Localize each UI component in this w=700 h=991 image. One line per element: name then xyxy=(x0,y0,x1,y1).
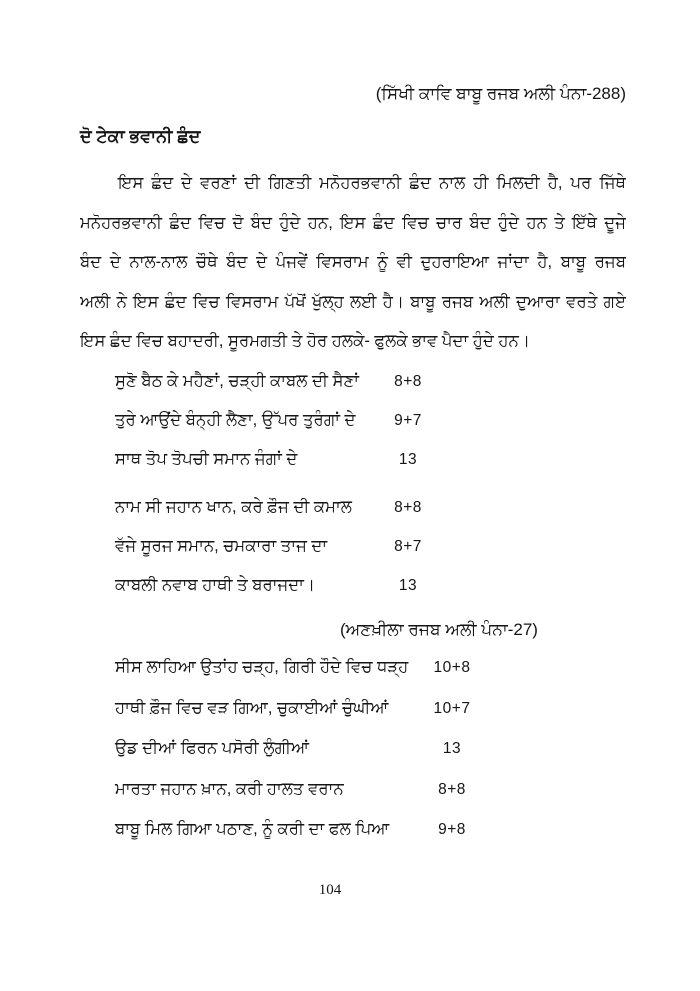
verse-line xyxy=(115,780,575,821)
meter-count: 9+8 xyxy=(438,821,466,838)
verse-line xyxy=(115,450,535,489)
meter-count: 8+7 xyxy=(394,538,422,555)
paragraph-line: ਇਸ ਛੰਦ ਦੇ ਵਰਣਾਂ ਦੀ ਗਿਣਤੀ ਮਨੋਹਰਭਵਾਨੀ ਛੰਦ ਨਾਲ ਹੀ ਮਿਲਦੀ ਹੈ, ਪਰ ਜਿੱਥੇ xyxy=(118,174,626,192)
verse-line xyxy=(115,576,535,615)
verse-line xyxy=(115,699,575,740)
verse-line xyxy=(115,411,535,450)
verse-text: ਤੁਰੇ ਆਉਂਦੇ ਬੰਨ੍ਹੀ ਲੈਣਾ, ਉੱਪਰ ਤੁਰੰਗਾਂ ਦੇ xyxy=(115,411,356,429)
page-number: 104 xyxy=(318,882,342,898)
verse-line xyxy=(115,498,535,537)
paragraph-line: ਮਨੋਹਰਭਵਾਨੀ ਛੰਦ ਵਿਚ ਦੋ ਬੰਦ ਹੁੰਦੇ ਹਨ, ਇਸ ਛੰਦ ਵਿਚ ਚਾਰ ਬੰਦ ਹੁੰਦੇ ਹਨ ਤੇ ਇੱਥੇ ਦੂਜੇ xyxy=(80,213,626,232)
verse-line xyxy=(115,820,575,861)
verse-text: ਸੀਸ ਲਾਹਿਆ ਉਤਾਂਹ ਚੜ੍ਹ, ਗਿਰੀ ਹੌਦੇ ਵਿਚ ਧੜ੍ਹ xyxy=(115,658,409,676)
verse-block-1 xyxy=(115,372,535,615)
source-citation-mid: (ਅਣਖ਼ੀਲਾ ਰਜਬ ਅਲੀ ਪੰਨਾ-27) xyxy=(340,620,538,639)
verse-text: ਸਾਥ ਤੋਪ ਤੋਪਚੀ ਸਮਾਨ ਜੰਗਾਂ ਦੇ xyxy=(115,450,298,468)
source-citation-top: (ਸਿੱਖੀ ਕਾਵਿ ਬਾਬੂ ਰਜਬ ਅਲੀ ਪੰਨਾ-288) xyxy=(375,84,626,103)
meter-count: 13 xyxy=(398,451,418,468)
body-paragraph xyxy=(80,170,626,368)
verse-line xyxy=(115,739,575,780)
meter-count: 10+8 xyxy=(433,659,471,676)
verse-block-2 xyxy=(115,658,575,861)
meter-count: 9+7 xyxy=(394,412,422,429)
meter-count: 8+8 xyxy=(394,499,422,516)
meter-count: 10+7 xyxy=(433,699,471,717)
paragraph-line: ਬੰਦ ਦੇ ਨਾਲ-ਨਾਲ ਚੌਥੇ ਬੰਦ ਦੇ ਪੰਜਵੇਂ ਵਿਸਰਾਮ ਨੂੰ ਵੀ ਦੁਹਰਾਇਆ ਜਾਂਦਾ ਹੈ, ਬਾਬੂ ਰਜਬ xyxy=(80,253,626,271)
meter-count: 13 xyxy=(442,740,462,757)
paragraph-line: ਅਲੀ ਨੇ ਇਸ ਛੰਦ ਵਿਚ ਵਿਸਰਾਮ ਪੱਖੋਂ ਖੁੱਲ੍ਹ ਲਈ ਹੈ। ਬਾਬੂ ਰਜਬ ਅਲੀ ਦੁਆਰਾ ਵਰਤੇ ਗਏ xyxy=(80,292,626,311)
verse-text: ਮਾਰਤਾ ਜਹਾਨ ਖ਼ਾਨ, ਕਰੀ ਹਾਲਤ ਵਰਾਨ xyxy=(115,779,344,798)
verse-text: ਵੱਜੇ ਸੂਰਜ ਸਮਾਨ, ਚਮਕਾਰਾ ਤਾਜ ਦਾ xyxy=(115,537,328,555)
verse-text: ਹਾਥੀ ਫ਼ੌਜ ਵਿਚ ਵੜ ਗਿਆ, ਚੁਕਾਈਆਂ ਚੁੰਘੀਆਂ xyxy=(115,698,389,717)
meter-count: 8+8 xyxy=(394,373,422,390)
verse-line xyxy=(115,658,575,699)
section-heading: ਦੋ ਟੇਕਾ ਭਵਾਨੀ ਛੰਦ xyxy=(80,126,201,146)
paragraph-line: ਇਸ ਛੰਦ ਵਿਚ ਬਹਾਦਰੀ, ਸੂਰਮਗਤੀ ਤੇ ਹੋਰ ਹਲਕੇ- ਫੁਲਕੇ ਭਾਵ ਪੈਦਾ ਹੁੰਦੇ ਹਨ। xyxy=(80,332,530,350)
verse-text: ਨਾਮ ਸੀ ਜਹਾਨ ਖਾਨ, ਕਰੇ ਫ਼ੌਜ ਦੀ ਕਮਾਲ xyxy=(115,498,352,516)
verse-line xyxy=(115,537,535,576)
verse-text: ਸੁਣੋ ਬੈਠ ਕੇ ਮਹੈਣਾਂ, ਚੜ੍ਹੀ ਕਾਬਲ ਦੀ ਸੈਣਾਂ xyxy=(115,372,359,390)
verse-text: ਕਾਬਲੀ ਨਵਾਬ ਹਾਥੀ ਤੇ ਬਰਾਜਦਾ। xyxy=(115,576,316,594)
meter-count: 13 xyxy=(398,577,418,594)
verse-text: ਬਾਬੂ ਮਿਲ ਗਿਆ ਪਠਾਣ, ਨੂੰ ਕਰੀ ਦਾ ਫਲ ਪਿਆ xyxy=(115,820,390,838)
verse-text: ਉਡ ਦੀਆਂ ਫਿਰਨ ਪਸੋਰੀ ਲੁੰਗੀਆਂ xyxy=(115,739,309,757)
verse-line xyxy=(115,372,535,411)
meter-count: 8+8 xyxy=(438,780,466,798)
